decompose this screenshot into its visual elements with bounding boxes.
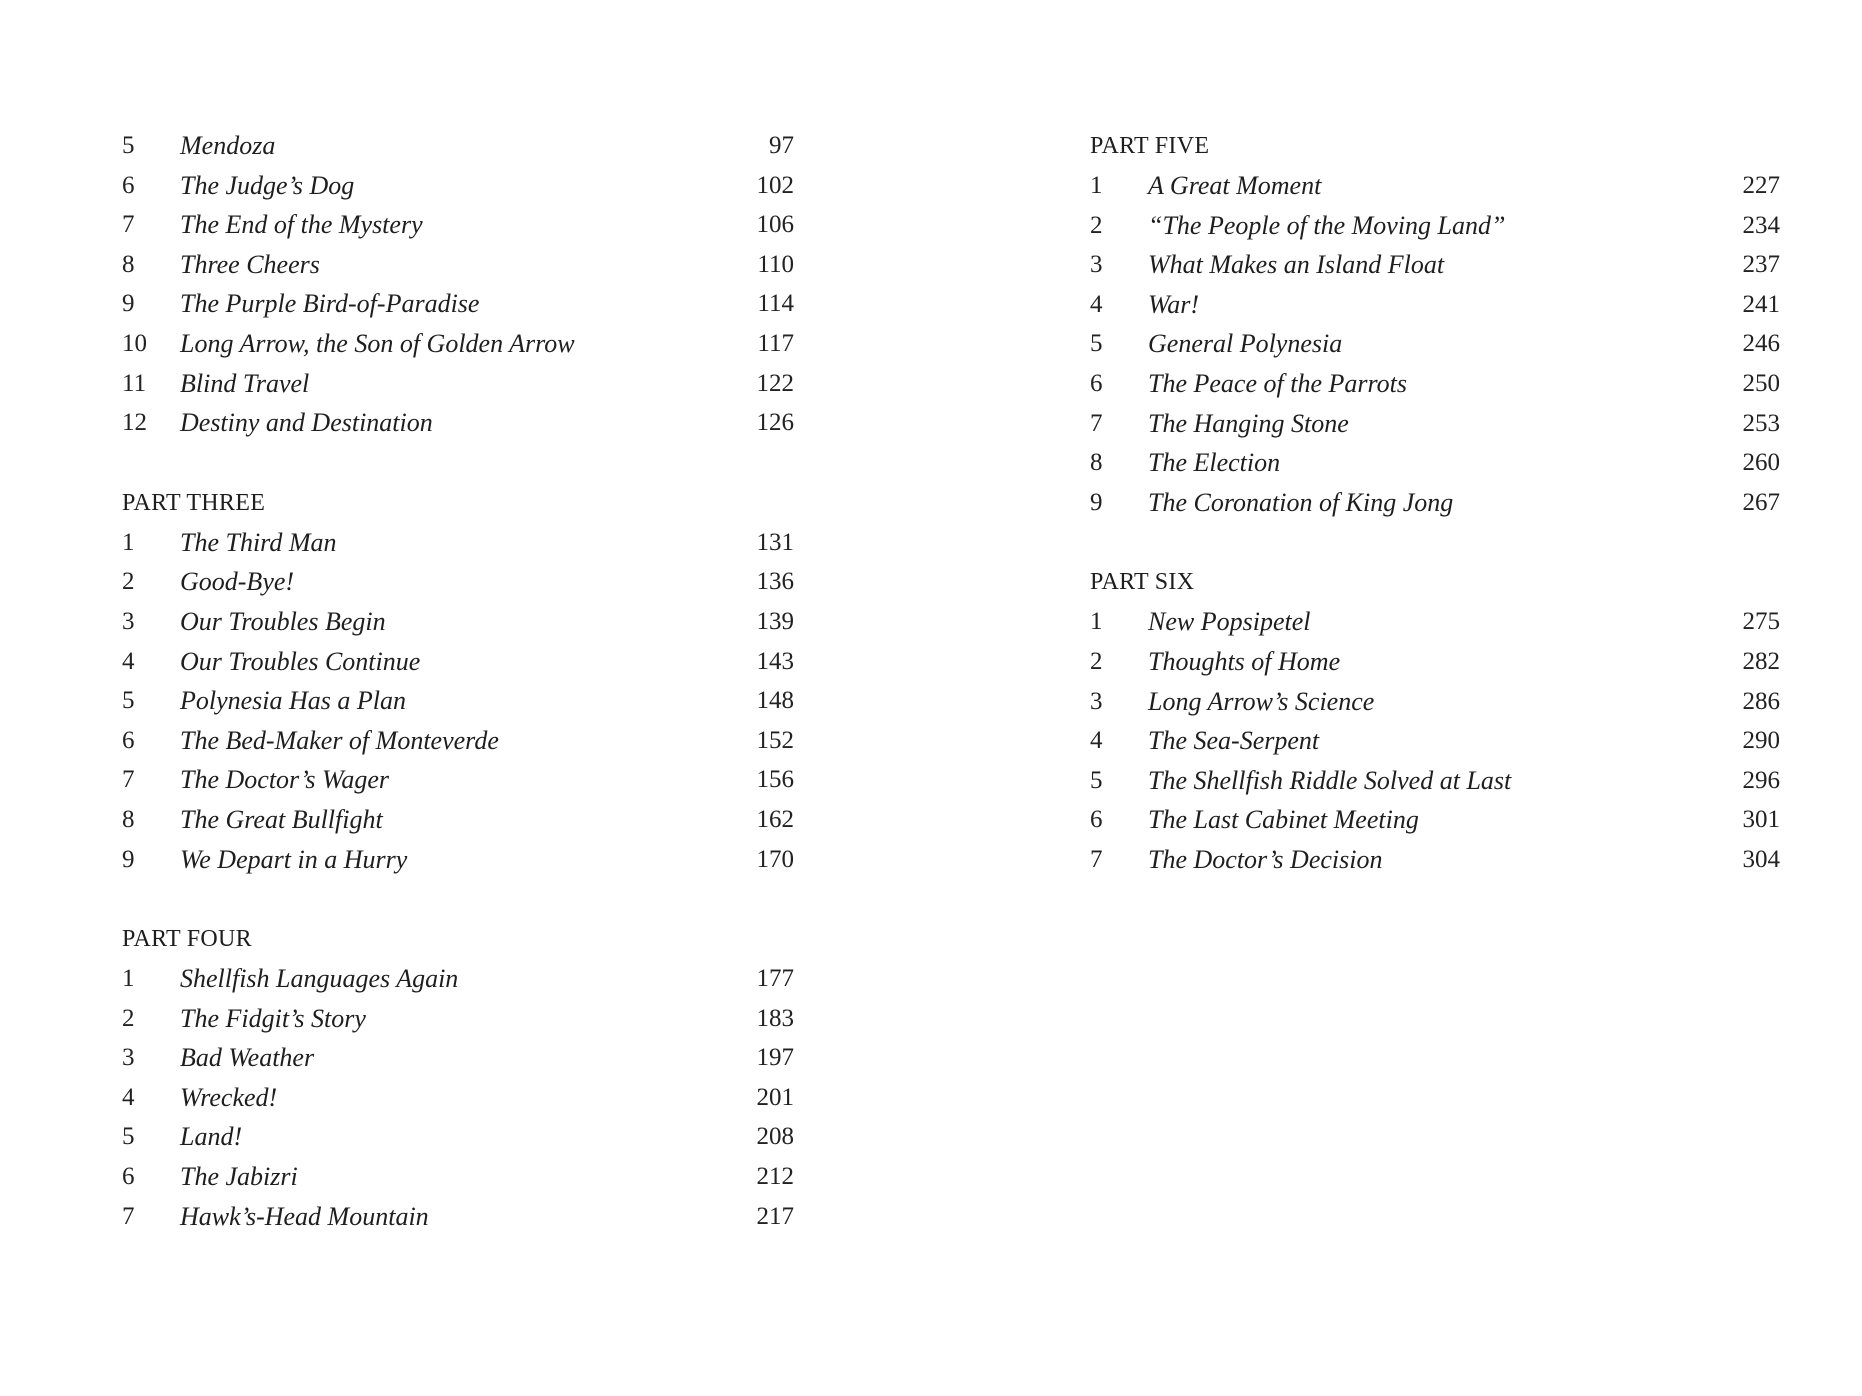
page-number: 97	[769, 132, 794, 159]
chapter-title: Our Troubles Continue	[180, 646, 421, 676]
toc-entry[interactable]	[122, 1117, 794, 1157]
chapter-number: 2	[122, 568, 135, 596]
toc-entry[interactable]	[122, 1197, 794, 1237]
toc-part-four	[122, 919, 794, 1236]
chapter-number: 2	[122, 1004, 135, 1032]
toc-entry[interactable]	[1090, 206, 1780, 246]
chapter-number: 8	[122, 805, 135, 833]
toc-entry[interactable]	[122, 959, 794, 999]
chapter-title: Our Troubles Begin	[180, 606, 386, 636]
chapter-title: Land!	[180, 1122, 243, 1152]
chapter-title: Wrecked!	[180, 1082, 278, 1112]
page-number: 102	[756, 171, 794, 199]
chapter-title: Polynesia Has a Plan	[180, 686, 407, 716]
chapter-number: 10	[122, 329, 147, 357]
chapter-number: 6	[1090, 369, 1103, 397]
toc-entry[interactable]	[122, 602, 794, 642]
chapter-number: 1	[122, 965, 135, 993]
toc-entry[interactable]	[122, 840, 794, 880]
chapter-number: 6	[122, 726, 135, 754]
chapter-number: 1	[122, 528, 135, 556]
chapter-title: The Judge’s Dog	[180, 170, 355, 200]
page-number: 131	[756, 528, 794, 556]
page-number: 208	[756, 1123, 794, 1151]
toc-entry[interactable]	[122, 205, 794, 245]
chapter-number: 4	[122, 1083, 135, 1111]
chapter-number: 5	[1090, 330, 1103, 358]
page-number: 253	[1742, 409, 1780, 437]
chapter-number: 4	[1090, 290, 1103, 318]
toc-entry[interactable]	[1090, 642, 1780, 682]
chapter-title: We Depart in a Hurry	[180, 844, 408, 874]
chapter-title: Long Arrow, the Son of Golden Arrow	[180, 328, 575, 358]
chapter-title: Shellfish Languages Again	[180, 964, 459, 994]
chapter-title: The End of the Mystery	[180, 210, 423, 240]
chapter-number: 8	[122, 250, 135, 278]
chapter-title: War!	[1148, 289, 1200, 319]
page-number: 162	[756, 805, 794, 833]
chapter-title: Long Arrow’s Science	[1148, 686, 1375, 716]
chapter-number: 8	[1090, 449, 1103, 477]
chapter-number: 11	[122, 369, 147, 397]
page-number: 143	[756, 647, 794, 675]
chapter-number: 4	[1090, 727, 1103, 755]
page-number: 114	[757, 290, 794, 318]
toc-entry[interactable]	[1090, 285, 1780, 325]
chapter-number: 1	[1090, 608, 1103, 636]
toc-entry[interactable]	[1090, 443, 1780, 483]
page-number: 290	[1742, 727, 1780, 755]
chapter-number: 9	[122, 845, 135, 873]
toc-entry[interactable]	[122, 800, 794, 840]
part-heading: PART FIVE	[1090, 133, 1210, 159]
toc-entry[interactable]	[1090, 364, 1780, 404]
page-number: 301	[1742, 806, 1780, 834]
chapter-title: Good-Bye!	[180, 567, 295, 597]
chapter-title: The Doctor’s Wager	[180, 765, 389, 795]
toc-entry[interactable]	[122, 760, 794, 800]
chapter-title: Three Cheers	[180, 249, 320, 279]
chapter-title: General Polynesia	[1148, 329, 1343, 359]
toc-entry[interactable]	[122, 1157, 794, 1197]
page-number: 296	[1742, 766, 1780, 794]
chapter-number: 9	[122, 290, 135, 318]
chapter-title: “The People of the Moving Land”	[1148, 210, 1506, 240]
chapter-number: 3	[122, 1044, 135, 1072]
page-number: 217	[756, 1202, 794, 1230]
toc-entry[interactable]	[122, 166, 794, 206]
toc-entry[interactable]	[122, 721, 794, 761]
page-number: 241	[1742, 290, 1780, 318]
chapter-number: 9	[1090, 488, 1103, 516]
page-number: 237	[1742, 251, 1780, 279]
chapter-number: 5	[122, 687, 135, 715]
toc-entry[interactable]	[1090, 761, 1780, 801]
chapter-number: 6	[122, 1163, 135, 1191]
toc-entry[interactable]	[122, 126, 794, 166]
toc-entry[interactable]	[1090, 404, 1780, 444]
page-number: 282	[1742, 647, 1780, 675]
toc-entry[interactable]	[122, 403, 794, 443]
chapter-title: The Hanging Stone	[1148, 408, 1349, 438]
chapter-title: Hawk’s-Head Mountain	[180, 1201, 429, 1231]
chapter-title: Blind Travel	[180, 368, 310, 398]
page-number: 286	[1742, 687, 1780, 715]
page-number: 212	[756, 1163, 794, 1191]
chapter-title: The Doctor’s Decision	[1148, 844, 1383, 874]
page-number: 106	[756, 211, 794, 239]
chapter-title: The Shellfish Riddle Solved at Last	[1148, 765, 1512, 795]
page-number: 156	[756, 766, 794, 794]
toc-left-column	[122, 126, 794, 1276]
page-number: 122	[756, 369, 794, 397]
toc-entry[interactable]	[122, 562, 794, 602]
page-number: 183	[756, 1004, 794, 1032]
chapter-number: 7	[122, 211, 135, 239]
page-number: 126	[756, 409, 794, 437]
chapter-title: Thoughts of Home	[1148, 646, 1341, 676]
page-number: 117	[757, 329, 794, 357]
chapter-title: The Peace of the Parrots	[1148, 368, 1407, 398]
toc-entry[interactable]	[1090, 483, 1780, 523]
chapter-title: The Jabizri	[180, 1162, 298, 1192]
chapter-number: 7	[122, 1202, 135, 1230]
chapter-number: 3	[1090, 251, 1103, 279]
chapter-number: 3	[1090, 687, 1103, 715]
toc-entry[interactable]	[122, 523, 794, 563]
page-number: 234	[1742, 211, 1780, 239]
page-number: 275	[1742, 608, 1780, 636]
page-number: 110	[757, 250, 794, 278]
toc-entry[interactable]	[1090, 840, 1780, 880]
toc-entry[interactable]	[1090, 166, 1780, 206]
page-number: 267	[1742, 488, 1780, 516]
page-number: 304	[1742, 845, 1780, 873]
toc-entry[interactable]	[122, 364, 794, 404]
page-number: 227	[1742, 172, 1780, 199]
chapter-title: The Coronation of King Jong	[1148, 487, 1454, 517]
toc-entry[interactable]	[122, 642, 794, 682]
toc-entry[interactable]	[122, 1038, 794, 1078]
chapter-title: Bad Weather	[180, 1043, 315, 1073]
page-number: 250	[1742, 369, 1780, 397]
page-number: 170	[756, 845, 794, 873]
toc-entry[interactable]	[122, 681, 794, 721]
toc-entry[interactable]	[1090, 324, 1780, 364]
toc-entry[interactable]	[122, 284, 794, 324]
chapter-title: The Bed-Maker of Monteverde	[180, 725, 499, 755]
toc-part-six	[1090, 562, 1780, 879]
page-number: 148	[756, 687, 794, 715]
chapter-number: 6	[1090, 806, 1103, 834]
chapter-number: 1	[1090, 172, 1103, 199]
part-heading: PART THREE	[122, 489, 266, 516]
page-number: 152	[756, 726, 794, 754]
toc-entry[interactable]	[122, 1078, 794, 1118]
toc-entry[interactable]	[1090, 602, 1780, 642]
page-number: 136	[756, 568, 794, 596]
toc-entry[interactable]	[1090, 245, 1780, 285]
toc-part-three	[122, 483, 794, 879]
toc-entry[interactable]	[122, 245, 794, 285]
chapter-title: The Fidgit’s Story	[180, 1003, 366, 1033]
chapter-number: 7	[1090, 845, 1103, 873]
toc-part-continued	[122, 126, 794, 443]
chapter-title: What Makes an Island Float	[1148, 250, 1445, 280]
chapter-number: 2	[1090, 647, 1103, 675]
toc-part-five	[1090, 126, 1780, 522]
toc-entry[interactable]	[1090, 682, 1780, 722]
chapter-title: The Great Bullfight	[180, 804, 383, 834]
chapter-title: The Sea-Serpent	[1148, 726, 1320, 756]
chapter-number: 6	[122, 171, 135, 199]
part-heading: PART FOUR	[122, 926, 252, 953]
part-heading: PART SIX	[1090, 569, 1195, 596]
page-number: 201	[756, 1083, 794, 1111]
page-number: 246	[1742, 330, 1780, 358]
page-number: 260	[1742, 449, 1780, 477]
chapter-title: The Election	[1148, 448, 1281, 478]
toc-right-column	[1090, 126, 1780, 920]
chapter-title: Mendoza	[180, 131, 276, 160]
chapter-number: 2	[1090, 211, 1103, 239]
chapter-number: 5	[122, 132, 135, 159]
chapter-title: The Third Man	[180, 527, 337, 557]
chapter-number: 7	[1090, 409, 1103, 437]
chapter-title: New Popsipetel	[1148, 607, 1311, 637]
chapter-title: A Great Moment	[1148, 171, 1322, 200]
toc-entry[interactable]	[122, 324, 794, 364]
chapter-number: 5	[122, 1123, 135, 1151]
chapter-number: 4	[122, 647, 135, 675]
toc-entry[interactable]	[1090, 721, 1780, 761]
chapter-title: Destiny and Destination	[180, 408, 433, 438]
page-number: 177	[756, 965, 794, 993]
chapter-title: The Last Cabinet Meeting	[1148, 805, 1419, 835]
toc-entry[interactable]	[122, 999, 794, 1039]
chapter-number: 12	[122, 409, 147, 437]
chapter-number: 3	[122, 607, 135, 635]
chapter-title: The Purple Bird-of-Paradise	[180, 289, 480, 319]
chapter-number: 5	[1090, 766, 1103, 794]
page-number: 197	[756, 1044, 794, 1072]
chapter-number: 7	[122, 766, 135, 794]
toc-entry[interactable]	[1090, 800, 1780, 840]
page-number: 139	[756, 607, 794, 635]
